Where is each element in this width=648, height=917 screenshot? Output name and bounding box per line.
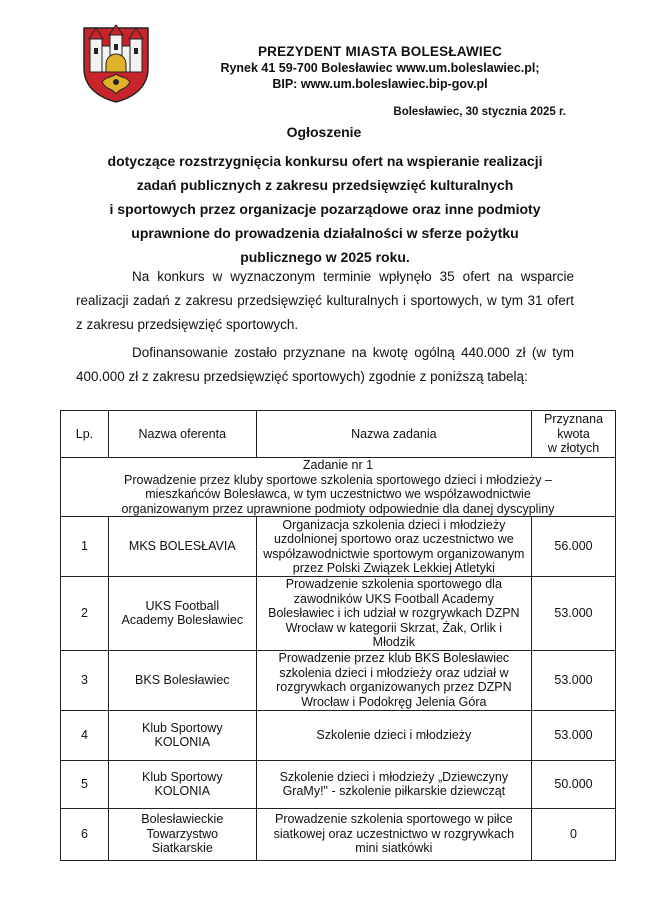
- letterhead-address: Rynek 41 59-700 Bolesławiec www.um.boleslawiec.pl;: [220, 61, 540, 75]
- table-row: [61, 710, 616, 760]
- row-organization: Klub Sportowy KOLONIA: [108, 710, 256, 760]
- row-lp: 6: [61, 808, 109, 860]
- row-organization: UKS Football Academy Bolesławiec: [108, 577, 256, 651]
- table-header-row: [61, 411, 616, 458]
- table-row: [61, 517, 616, 577]
- grants-table: [60, 410, 616, 861]
- row-lp: 3: [61, 650, 109, 710]
- paragraph-funding: [76, 341, 574, 389]
- header-amount-line: kwota: [557, 426, 590, 441]
- header-amount: [532, 411, 616, 458]
- row-amount: 53.000: [532, 650, 616, 710]
- header-amount-line: Przyznana: [543, 412, 604, 427]
- row-task: Organizacja szkolenia dzieci i młodzieży uzdolnionej sportowo oraz uczestnictwo we współzawodnictwie sportowym organizowanym przez Polski Związek Lekkiej Atletyki: [256, 517, 531, 577]
- header-task: Nazwa zadania: [256, 411, 531, 458]
- subject-line: publicznego w 2025 roku.: [240, 249, 410, 265]
- subject-line: dotyczące rozstrzygnięcia konkursu ofert na wspieranie realizacji: [107, 153, 543, 169]
- task-section-heading: [61, 458, 616, 517]
- subject-line: i sportowych przez organizacje pozarządowe oraz inne podmioty: [109, 201, 541, 217]
- document-date: Bolesławiec, 30 stycznia 2025 r.: [393, 106, 566, 118]
- row-lp: 5: [61, 760, 109, 808]
- row-amount: 53.000: [532, 577, 616, 651]
- table-row: [61, 808, 616, 860]
- row-amount: 56.000: [532, 517, 616, 577]
- row-organization: BKS Bolesławiec: [108, 650, 256, 710]
- row-amount: 0: [532, 808, 616, 860]
- announcement-subject: [70, 149, 580, 269]
- paragraph-offers: [76, 265, 574, 337]
- row-lp: 1: [61, 517, 109, 577]
- table-row: [61, 650, 616, 710]
- paragraph-offers-text: Na konkurs w wyznaczonym terminie wpłynęło 35 ofert na wsparcie realizacji zadań z zakresu przedsięwzięć kulturalnych i sportowych, w tym 31 ofert z zakresu przedsięwzięć sportowych.: [76, 269, 574, 332]
- row-task: Szkolenie dzieci i młodzieży: [256, 710, 531, 760]
- task-section-row: [61, 458, 616, 517]
- subject-line: zadań publicznych z zakresu przedsięwzięć kulturalnych: [136, 177, 514, 193]
- table-row: [61, 577, 616, 651]
- paragraph-funding-text: Dofinansowanie zostało przyznane na kwotę ogólną 440.000 zł (w tym 400.000 zł z zakresu przedsięwzięć sportowych) zgodnie z poniższą tabelą:: [76, 345, 574, 384]
- row-task: Prowadzenie szkolenia sportowego dla zawodników UKS Football Academy Bolesławiec i ich udział w rozgrywkach DZPN Wrocław w kategorii Skrzat, Żak, Orlik i Młodzik: [256, 577, 531, 651]
- row-lp: 4: [61, 710, 109, 760]
- header-lp: Lp.: [61, 411, 109, 458]
- row-organization: Klub Sportowy KOLONIA: [108, 760, 256, 808]
- letterhead-bip: BIP: www.um.boleslawiec.bip-gov.pl: [272, 77, 488, 91]
- row-organization: MKS BOLESŁAVIA: [108, 517, 256, 577]
- row-organization: Bolesławieckie Towarzystwo Siatkarskie: [108, 808, 256, 860]
- row-task: Prowadzenie przez klub BKS Bolesławiec szkolenia dzieci i młodzieży oraz udział w rozgrywkach organizowanych przez DZPN Wrocław i Podokręg Jelenia Góra: [256, 650, 531, 710]
- row-lp: 2: [61, 577, 109, 651]
- letterhead: [190, 44, 570, 91]
- table-row: [61, 760, 616, 808]
- header-amount-line: w złotych: [547, 441, 600, 456]
- announcement-heading: Ogłoszenie: [286, 124, 362, 140]
- header-organization: Nazwa oferenta: [108, 411, 256, 458]
- task-description-line: organizowanym przez uprawnione podmioty odpowiednie dla danej dyscypliny: [121, 501, 555, 516]
- row-amount: 53.000: [532, 710, 616, 760]
- task-description-line: Prowadzenie przez kluby sportowe szkolenia sportowego dzieci i młodzieży –: [124, 472, 552, 487]
- task-title: Zadanie nr 1: [302, 458, 374, 472]
- city-coat-of-arms: [80, 24, 152, 104]
- row-amount: 50.000: [532, 760, 616, 808]
- row-task: Szkolenie dzieci i młodzieży „Dziewczyny GraMy!" - szkolenie piłkarskie dziewcząt: [256, 760, 531, 808]
- subject-line: uprawnione do prowadzenia działalności w sferze pożytku: [131, 225, 519, 241]
- row-task: Prowadzenie szkolenia sportowego w piłce siatkowej oraz uczestnictwo w rozgrywkach mini siatkówki: [256, 808, 531, 860]
- task-description-line: mieszkańców Bolesławca, w tym uczestnictwo we współzawodnictwie: [145, 487, 531, 501]
- letterhead-title: PREZYDENT MIASTA BOLESŁAWIEC: [257, 44, 503, 59]
